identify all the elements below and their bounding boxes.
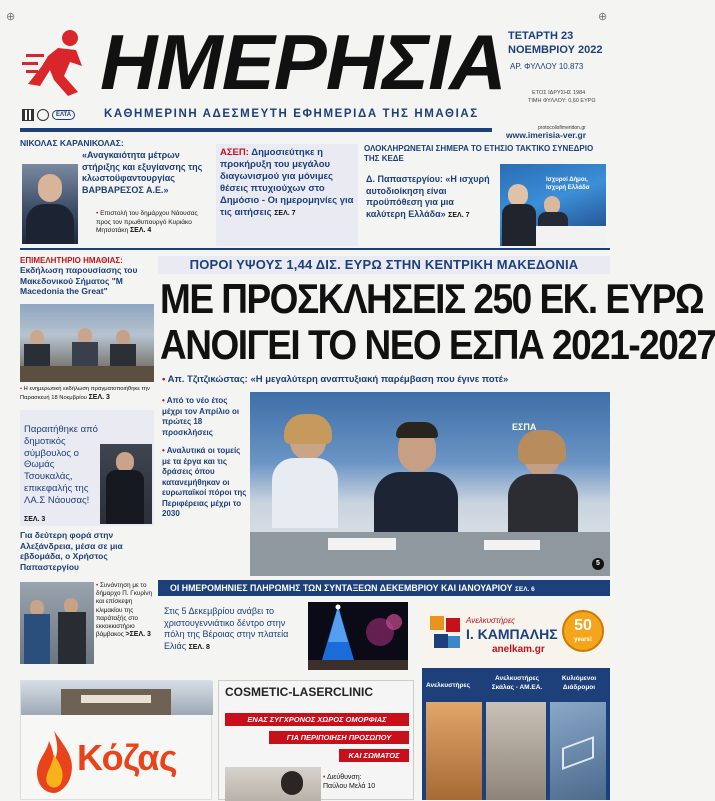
founded-year: ΕΤΟΣ ΙΔΡΥΣΗΣ 1984 bbox=[532, 90, 586, 96]
website-link[interactable]: www.imerisia-ver.gr bbox=[506, 130, 586, 140]
visit-photo bbox=[20, 582, 94, 664]
story-kicker: ΑΣΕΠ: bbox=[220, 147, 249, 158]
main-overline: ΠΟΡΟΙ ΥΨΟΥΣ 1,44 ΔΙΣ. ΕΥΡΩ ΣΤΗΝ ΚΕΝΤΡΙΚΗ ΜΑΚΕΔΟΝΙΑ bbox=[158, 256, 610, 274]
cosmetic-line-2: ΓΙΑ ΠΕΡΙΠΟΙΗΣΗ ΠΡΟΣΩΠΟΥ bbox=[269, 731, 409, 744]
portrait-photo bbox=[22, 164, 78, 244]
kampalis-ad[interactable] bbox=[422, 604, 610, 800]
main-headline-line2: ΑΝΟΙΓΕΙ ΤΟ ΝΕΟ ΕΣΠΑ 2021-2027 bbox=[160, 322, 715, 368]
cosmetic-line-3: ΚΑΙ ΣΩΜΑΤΟΣ bbox=[339, 749, 409, 762]
main-point-2: • Αναλυτικά οι τομείς με τα έργα και τις δράσεις όπου κατανεμήθηκαν οι ευρωπαϊκοί πόροι της Περιφέρειας μέχρι το 2030 bbox=[162, 446, 247, 518]
issue-number: ΑΡ. ΦΥΛΛΟΥ 10.873 bbox=[510, 62, 584, 71]
cosmetic-line-1: ΕΝΑΣ ΣΥΓΧΡΟΝΟΣ ΧΩΡΟΣ ΟΜΟΡΦΙΑΣ bbox=[225, 713, 409, 726]
masthead-title: ΗΜΕΡΗΣΙΑ bbox=[100, 18, 506, 106]
cosmetic-ad[interactable] bbox=[218, 680, 414, 800]
conference-photo bbox=[500, 164, 606, 246]
seal-icon bbox=[37, 109, 49, 121]
masthead-rule bbox=[20, 128, 492, 132]
issue-month: ΝΟΕΜΒΡΙΟΥ 2022 bbox=[508, 44, 603, 56]
stairlift-photo bbox=[486, 702, 546, 800]
kampalis-top: Ανελκυστήρες bbox=[466, 616, 516, 625]
fifty-years-badge: 50 years! bbox=[562, 610, 604, 652]
story-headline: Παραιτήθηκε από δημοτικός σύμβουλος ο Θωμάς Τσουκαλάς, επικεφαλής της ΛΑ.Σ Νάουσας! bbox=[24, 424, 98, 506]
section-ref: ΣΕΛ. 7 bbox=[274, 210, 296, 217]
christmas-tree-photo bbox=[308, 602, 408, 670]
corner-mark-right: ⊕ bbox=[598, 11, 608, 23]
divider-rule bbox=[20, 248, 610, 250]
main-headline-line1: ΜΕ ΠΡΟΣΚΛΗΣΕΙΣ 250 ΕΚ. ΕΥΡΩ bbox=[160, 276, 704, 322]
kampalis-item-2: Ανελκυστήρες Σκάλας - ΑΜ.ΕΑ. bbox=[491, 675, 543, 691]
top-story-kede[interactable] bbox=[364, 144, 610, 246]
tree-story[interactable] bbox=[160, 602, 412, 672]
alex-story[interactable] bbox=[20, 530, 154, 572]
resign-story[interactable] bbox=[20, 410, 154, 526]
screen-text: ΕΣΠΑ bbox=[512, 422, 537, 432]
cosmetic-address: • Διεύθυνση: Παύλου Μελά 10 bbox=[323, 774, 376, 790]
escalator-photo bbox=[550, 702, 606, 800]
elevator-photo bbox=[426, 702, 482, 800]
story-kicker: ΕΠΙΜΕΛΗΤΗΡΙΟ ΗΜΑΘΙΑΣ: bbox=[20, 256, 123, 265]
section-ref: ΣΕΛ. 6 bbox=[514, 586, 535, 593]
story-headline: Στις 5 Δεκεμβρίου ανάβει το χριστουγεννιάτικο δέντρο στην πόλη της Βέροιας στην πλατεία Ελιάς ΣΕΛ. 8 bbox=[164, 606, 289, 651]
banner-text: ΟΙ ΗΜΕΡΟΜΗΝΙΕΣ ΠΛΗΡΩΜΗΣ ΤΩΝ ΣΥΝΤΑΞΕΩΝ ΔΕΚΕΜΒΡΙΟΥ ΚΑΙ ΙΑΝΟΥΑΡΙΟΥ bbox=[170, 583, 513, 593]
main-point-1: • Από το νέο έτος μέχρι τον Απρίλιο οι πρώτες 18 προσκλήσεις bbox=[162, 396, 240, 437]
kampalis-site: anelkam.gr bbox=[492, 644, 545, 655]
top-story-asep[interactable] bbox=[216, 144, 358, 246]
chamber-caption: • Η ενημερωτική εκδήλωση πραγματοποιήθηκε την Παρασκευή 18 Νοεμβρίου ΣΕΛ. 3 bbox=[20, 386, 150, 401]
masthead-subtitle: ΚΑΘΗΜΕΡΙΝΗ ΑΔΕΣΜΕΥΤΗ ΕΦΗΜΕΡΙΔΑ ΤΗΣ ΗΜΑΘΙΑΣ bbox=[104, 108, 479, 120]
story-kicker: ΝΙΚΟΛΑΣ ΚΑΡΑΝΙΚΟΛΑΣ: bbox=[20, 138, 124, 148]
runner-logo-icon bbox=[20, 26, 96, 98]
issue-price: ΤΙΜΗ ΦΥΛΛΟΥ: 0,60 ΕΥΡΩ bbox=[528, 98, 596, 104]
kozas-ad[interactable] bbox=[20, 680, 212, 800]
top-story-karanikolas[interactable] bbox=[20, 138, 212, 246]
qr-icon bbox=[22, 109, 34, 121]
story-kicker: ΟΛΟΚΛΗΡΩΝΕΤΑΙ ΣΗΜΕΡΑ ΤΟ ΕΤΗΣΙΟ ΤΑΚΤΙΚΟ ΣΥΝΕΔΡΙΟ ΤΗΣ ΚΕΔΕ bbox=[364, 144, 594, 163]
kozas-name: Κόζας bbox=[77, 737, 178, 778]
speaker-photo bbox=[100, 444, 152, 524]
story-headline: «Αναγκαιότητα μέτρων στήριξης και εξυγίανσης της κλωστοϋφαντουργίας ΒΑΡΒΑΡΕΣΟΣ Α.Ε.» bbox=[82, 150, 203, 195]
cosmetic-photo bbox=[225, 767, 321, 801]
section-ref: ΣΕΛ. 3 bbox=[24, 516, 46, 523]
story-headline: Για δεύτερη φορά στην Αλεξάνδρεια, μέσα σε μια εβδομάδα, ο Χρήστος Παπαστεργίου bbox=[20, 530, 123, 572]
flame-icon bbox=[31, 729, 77, 795]
issue-day: ΤΕΤΑΡΤΗ 23 bbox=[508, 30, 574, 42]
kampalis-item-1: Ανελκυστήρες bbox=[426, 682, 470, 689]
screen-text: Ισχυροί Δήμοι, Ισχυρή Ελλάδα bbox=[546, 177, 590, 191]
kampalis-cubes-icon bbox=[428, 614, 462, 652]
protocol-site: protocolisfimeridon.gr bbox=[538, 125, 586, 131]
pensions-banner[interactable] bbox=[158, 580, 610, 596]
story-headline: Εκδήλωση παρουσίασης του Μακεδονικού Σήματος "M Macedonia the Great" bbox=[20, 265, 138, 296]
main-quote: • Απ. Τζιτζικώστας: «Η μεγαλύτερη αναπτυξιακή παρέμβαση που έγινε ποτέ» bbox=[162, 374, 509, 385]
main-press-photo bbox=[250, 392, 610, 576]
chamber-story[interactable] bbox=[20, 256, 154, 297]
story-sub: • Επιστολή του δημάρχου Νάουσας προς τον πρωθυπουργό Κυριάκο Μητσοτάκη ΣΕΛ. 4 bbox=[96, 210, 198, 234]
story-headline: Δ. Παπαστεργίου: «Η ισχυρή αυτοδιοίκηση είναι προϋπόθεση για μια καλύτερη Ελλάδα» ΣΕΛ. 7 bbox=[366, 174, 490, 219]
kozas-building-photo bbox=[21, 681, 213, 715]
chamber-event-photo bbox=[20, 304, 154, 382]
alex-text: • Συνάντηση με το δήμαρχο Π. Γκυρίνη και επίσκεψη κλιμακίου της παράταξής στο εκκοκκιστήριο βάμβακος >ΣΕΛ. 3 bbox=[96, 582, 152, 639]
masthead-badges bbox=[22, 108, 94, 122]
page-number-badge: 5 bbox=[592, 558, 604, 570]
story-headline: Δημοσιεύτηκε η προκήρυξη του μεγάλου διαγωνισμού για μόνιμες θέσεις πτυχιούχων στο Δημόσιο - Οι ημερομηνίες για τις αιτήσεις bbox=[220, 147, 354, 218]
cosmetic-title: COSMETIC-LASERCLINIC bbox=[225, 685, 373, 699]
kampalis-item-3: Κυλιόμενοι Διάδρομοι bbox=[561, 675, 597, 691]
kampalis-name: Ι. ΚΑΜΠΑΛΗΣ bbox=[466, 626, 558, 642]
elta-badge: ΕΛΤΑ bbox=[52, 110, 75, 120]
corner-mark-left: ⊕ bbox=[6, 11, 16, 23]
